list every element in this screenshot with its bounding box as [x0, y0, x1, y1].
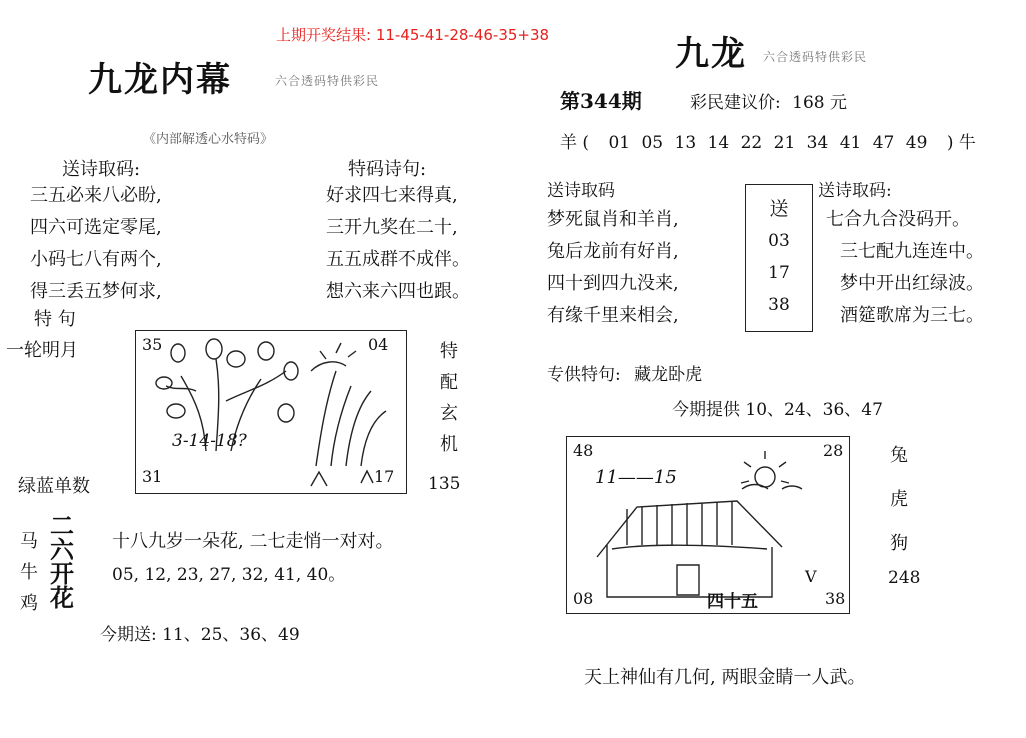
right-poem-right-heading: 送诗取码: [818, 181, 892, 201]
big-char: 花 [50, 583, 74, 612]
special-phrase: 藏龙卧虎 [634, 365, 703, 385]
big-char: 二 [50, 511, 74, 540]
left-bottom-number: 135 [428, 474, 461, 494]
flowers-sketch [136, 331, 406, 493]
left-sketch-bl: 31 [142, 467, 163, 486]
numbers-list: 01 05 13 14 22 21 34 41 47 49 [608, 133, 928, 153]
left-poem-left [30, 180, 162, 308]
vertical-char: 特 [440, 341, 458, 362]
price-label: 彩民建议价: [690, 93, 781, 113]
left-sketch-tr: 04 [368, 335, 389, 354]
right-sketch-br: 38 [825, 589, 846, 608]
poem-line: 得三丢五梦何求, [30, 281, 162, 302]
last-result-numbers: 11-45-41-28-46-35+38 [375, 26, 550, 44]
right-center-box [745, 184, 813, 332]
right-sketch-bl: 08 [573, 589, 594, 608]
left-special-phrase: 一轮明月 [6, 340, 78, 361]
last-result-label: 上期开奖结果: [276, 26, 372, 44]
vertical-char: 狗 [890, 533, 908, 554]
right-title: 九龙 [675, 34, 747, 74]
right-issue: 第344期 [560, 89, 642, 113]
right-sketch-tl: 48 [573, 441, 594, 460]
poem-line: 四十到四九没来, [547, 273, 679, 294]
poem-line: 好求四七来得真, [326, 185, 458, 206]
right-side-number: 248 [888, 568, 921, 588]
vertical-char: 兔 [890, 445, 908, 466]
poem-line: 五五成群不成伴。 [326, 249, 470, 270]
right-sketch-v-mark: V [805, 567, 817, 586]
right-side-vertical [890, 434, 908, 566]
poem-line: 三七配九连连中。 [840, 241, 984, 262]
left-verse-numbers: 05, 12, 23, 27, 32, 41, 40。 [112, 565, 346, 585]
price-value: 168 元 [792, 93, 847, 113]
right-sketch-tr: 28 [823, 441, 844, 460]
numbers-suffix: ) 牛 [946, 133, 976, 153]
center-box-item: 38 [768, 295, 790, 315]
center-box-item: 送 [769, 198, 789, 220]
vertical-char: 虎 [890, 489, 908, 510]
poem-line: 有缘千里来相会, [547, 305, 679, 326]
center-box-item: 03 [768, 231, 790, 251]
zodiac-char: 鸡 [20, 593, 38, 614]
right-footer: 天上神仙有几何, 两眼金睛一人武。 [584, 667, 866, 688]
poem-line: 七合九合没码开。 [826, 209, 970, 230]
left-zodiac-vertical [20, 526, 38, 619]
right-sketch-house-text: 四十五 [707, 592, 758, 612]
vertical-char: 机 [440, 434, 458, 455]
center-box-item: 17 [768, 263, 790, 283]
left-this-issue: 今期送: 11、25、36、49 [100, 625, 300, 645]
poem-line: 四六可选定零尾, [30, 217, 162, 238]
poem-line: 三五必来八必盼, [30, 185, 162, 206]
left-sketch-br: 17 [374, 467, 395, 486]
zodiac-char: 马 [20, 531, 38, 552]
left-special-heading: 特 句 [34, 309, 76, 330]
numbers-prefix: 羊 ( [560, 133, 590, 153]
right-poem-right [826, 204, 984, 332]
poem-line: 小码七八有两个, [30, 249, 162, 270]
left-bottom-label: 绿蓝单数 [18, 476, 90, 497]
left-title: 九龙内幕 [88, 60, 232, 100]
left-verse: 十八九岁一朵花, 二七走悄一对对。 [112, 531, 394, 552]
zodiac-char: 牛 [20, 562, 38, 583]
left-poem-right-heading: 特码诗句: [348, 159, 427, 180]
big-char: 六 [50, 535, 74, 564]
poem-line: 三开九奖在二十, [326, 217, 458, 238]
poem-line: 兔后龙前有好肖, [547, 241, 679, 262]
left-poem-right [326, 180, 470, 308]
vertical-char: 配 [440, 372, 458, 393]
left-sketch-mid: 3-14-18? [172, 431, 247, 451]
poem-line: 梦死鼠肖和羊肖, [547, 209, 679, 230]
big-char: 开 [50, 559, 74, 588]
poem-line: 想六来六四也跟。 [326, 281, 470, 302]
poem-line: 梦中开出红绿波。 [840, 273, 984, 294]
left-sketch-tl: 35 [142, 335, 163, 354]
vertical-char: 玄 [440, 403, 458, 424]
right-special [547, 360, 702, 385]
left-sketch-box [135, 330, 407, 494]
poem-line: 酒筵歌席为三七。 [840, 305, 984, 326]
right-poem-left [547, 204, 679, 332]
special-label: 专供特句: [547, 365, 621, 385]
right-poem-left-heading: 送诗取码 [547, 181, 615, 201]
left-side-vertical [440, 336, 458, 460]
right-price [690, 88, 847, 113]
left-poem-left-heading: 送诗取码: [62, 159, 141, 180]
left-quote: 《内部解透心水特码》 [143, 132, 274, 147]
right-subtitle: 六合透码特供彩民 [763, 50, 868, 64]
right-sketch-top: 11——15 [595, 467, 677, 488]
last-result [276, 24, 549, 45]
right-sketch-box [566, 436, 850, 614]
left-big-chars [50, 511, 74, 612]
right-provide: 今期提供 10、24、36、47 [672, 400, 883, 420]
right-numbers-row [560, 128, 976, 153]
left-subtitle: 六合透码特供彩民 [275, 74, 380, 88]
